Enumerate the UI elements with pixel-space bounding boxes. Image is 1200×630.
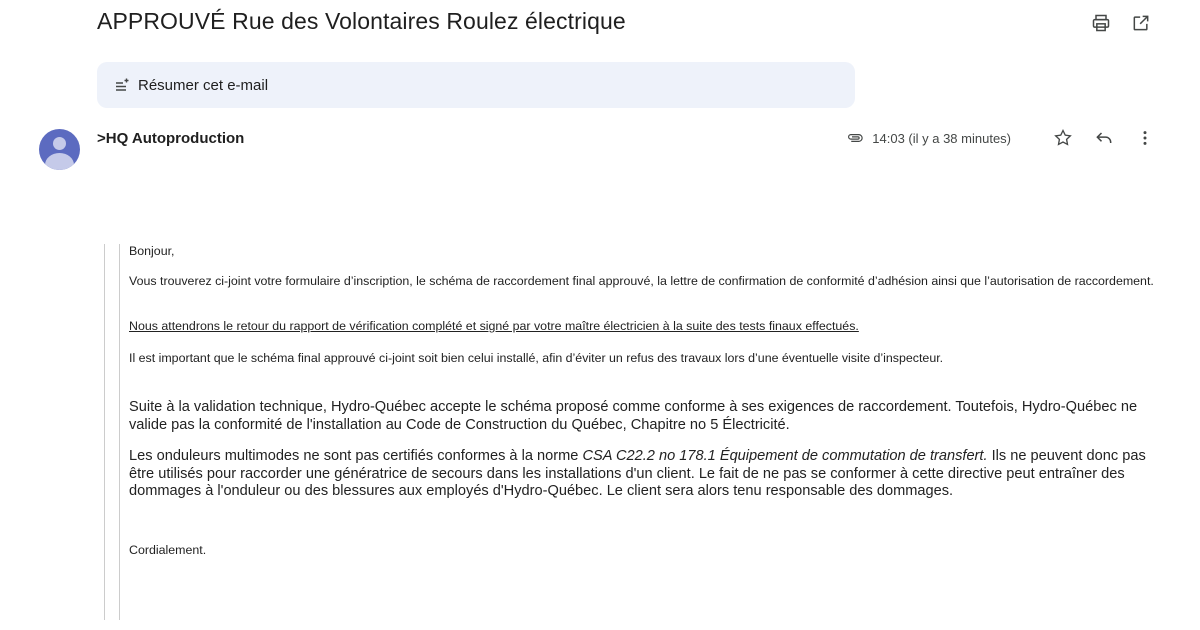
closing: Cordialement. (129, 543, 207, 557)
paragraph-installed-schema: Il est important que le schéma final approuvé ci-joint soit bien celui installé, afin d’éviter un refus des travaux lors d’une éventuelle visite d’inspecteur. (129, 351, 944, 365)
paragraph-verification-report: Nous attendrons le retour du rapport de vérification complété et signé par votre maître électricien à la suite des tests finaux effectués. (129, 319, 859, 333)
greeting: Bonjour, (129, 244, 175, 258)
inverters-text-start: Les onduleurs multimodes ne sont pas certifiés conformes à la norme (129, 448, 583, 464)
summarize-email-button[interactable] (97, 62, 855, 108)
open-in-new-icon[interactable] (1130, 12, 1152, 34)
summarize-label: Résumer cet e-mail (138, 76, 269, 94)
message-time: 14:03 (il y a 38 minutes) (872, 130, 1011, 146)
more-vert-icon[interactable] (1134, 127, 1156, 149)
email-subject: APPROUVÉ Rue des Volontaires Roulez électrique (97, 8, 626, 34)
quote-border-outer (104, 244, 105, 620)
summarize-sparkle-icon (114, 77, 130, 93)
sender-avatar[interactable] (39, 129, 80, 170)
message-meta (846, 127, 1156, 149)
standard-reference: CSA C22.2 no 178.1 Équipement de commutation de transfert. (582, 448, 988, 464)
reply-icon[interactable] (1093, 127, 1115, 149)
top-toolbar (1090, 12, 1152, 34)
quote-border-inner (119, 244, 120, 620)
paragraph-attachments: Vous trouverez ci-joint votre formulaire d’inscription, le schéma de raccordement final approuvé, la lettre de confirmation de conformité d’adhésion ainsi que l’autorisation de raccordement. (129, 274, 1154, 288)
inverters-text-end: Ils ne peuvent donc pas être utilisés pour raccorder une génératrice de secours dans les installations d'un client. Le fait de ne pas se conformer à cette directive peut entraîner des dommages à l'onduleur ou des blessures aux employés d'Hydro-Québec. Le client sera alors tenu responsable des dommages. (129, 448, 1146, 499)
star-outline-icon[interactable] (1052, 127, 1074, 149)
printer-icon[interactable] (1090, 12, 1112, 34)
sender-name[interactable]: >HQ Autoproduction (97, 130, 245, 147)
paragraph-inverters (129, 448, 1159, 501)
paragraph-technical-validation: Suite à la validation technique, Hydro-Québec accepte le schéma proposé comme conforme à ses exigences de raccordement. Toutefois, Hydro-Québec ne valide pas la conformité de l'installation au Code de Construction du Québec, Chapitre no 5 Électricité. (129, 399, 1138, 433)
paperclip-icon (846, 129, 864, 147)
